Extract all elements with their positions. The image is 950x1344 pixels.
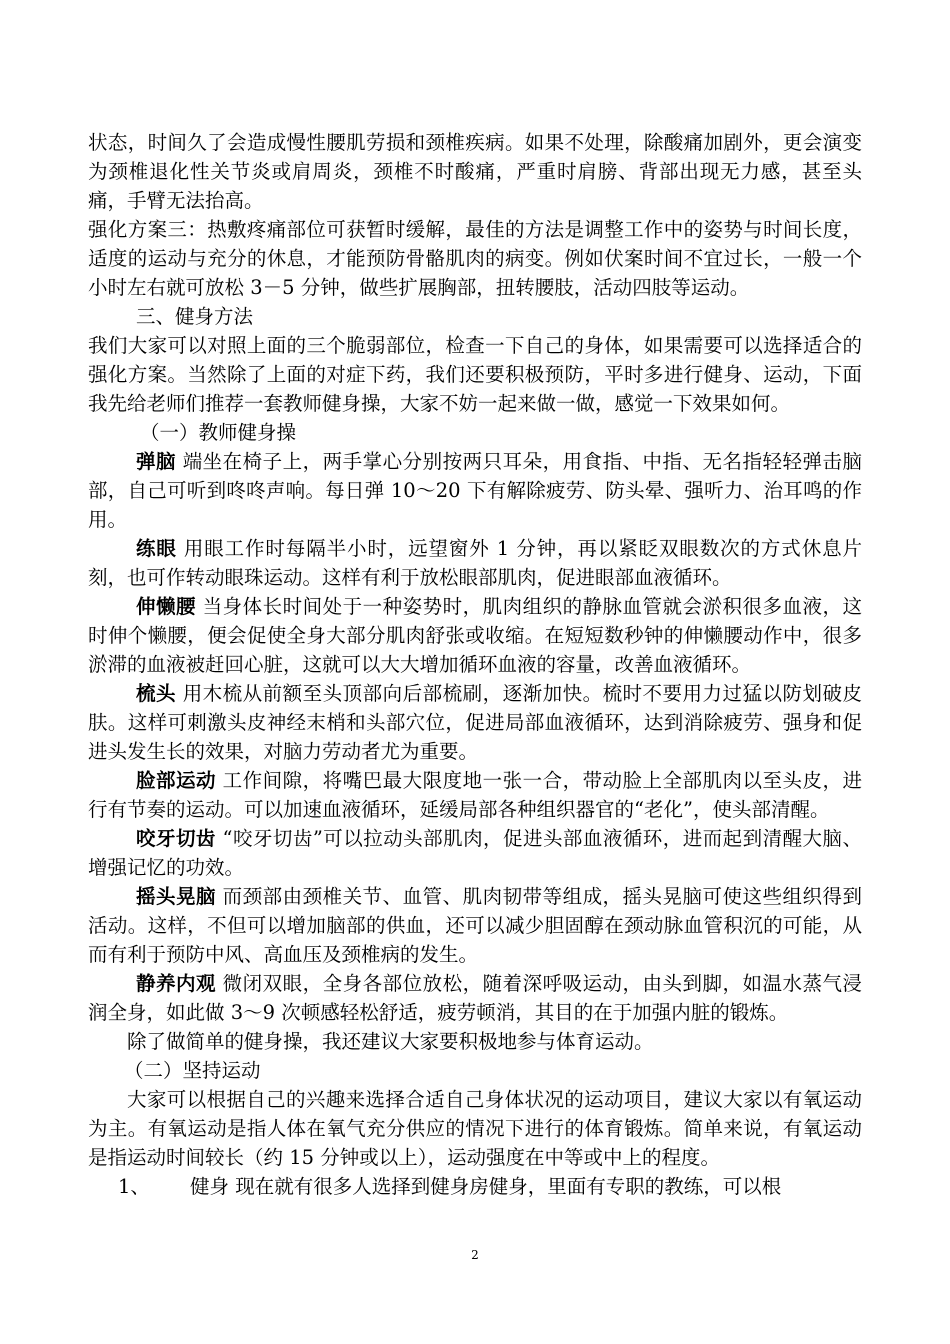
exercise-text: 工作间隙，将嘴巴最大限度地一张一合，带动脸上全部肌肉以至头皮，进行有节奏的运动。可以加速血液循环，延缓局部各种组织器官的“老化”，使头部清醒。 bbox=[88, 769, 862, 821]
numbered-item-gym bbox=[88, 1172, 862, 1201]
exercise-item bbox=[88, 679, 862, 766]
exercise-item bbox=[88, 534, 862, 592]
exercise-term: 静养内观 bbox=[136, 972, 216, 995]
exercise-text: 微闭双眼，全身各部位放松，随着深呼吸运动，由头到脚，如温水蒸气浸润全身，如此做 3～9 次顿感轻松舒适，疲劳顿消，其目的在于加强内脏的锻炼。 bbox=[88, 972, 862, 1024]
subheading-keep-exercising: （二）坚持运动 bbox=[124, 1059, 261, 1082]
exercise-term: 伸懒腰 bbox=[136, 595, 196, 618]
exercise-text: 用木梳从前额至头顶部向后部梳刷，逐渐加快。梳时不要用力过猛以防划破皮肤。这样可刺激头皮神经末梢和头部穴位，促进局部血液循环，达到消除疲劳、强身和促进头发生长的效果，对脑力劳动者尤为重要。 bbox=[88, 682, 862, 763]
section-heading-fitness-methods: 三、健身方法 bbox=[136, 305, 254, 328]
exercise-term: 摇头晃脑 bbox=[136, 885, 216, 908]
exercise-text: 用眼工作时每隔半小时，远望窗外 1 分钟，再以紧眨双眼数次的方式休息片刻，也可作转动眼珠运动。这样有利于放松眼部肌肉，促进眼部血液循环。 bbox=[88, 537, 862, 589]
exercise-term: 练眼 bbox=[136, 537, 177, 560]
exercise-item bbox=[88, 824, 862, 882]
exercise-item bbox=[88, 766, 862, 824]
exercise-item bbox=[88, 447, 862, 534]
subheading-teacher-exercise: （一）教师健身操 bbox=[140, 421, 297, 444]
paragraph-aerobic: 大家可以根据自己的兴趣来选择合适自己身体状况的运动项目，建议大家以有氧运动为主。有氧运动是指人体在氧气充分供应的情况下进行的体育锻炼。简单来说，有氧运动是指运动时间较长（约 15 分钟或以上），运动强度在中等或中上的程度。 bbox=[88, 1088, 862, 1169]
exercise-item bbox=[88, 969, 862, 1027]
exercise-text: 而颈部由颈椎关节、血管、肌肉韧带等组成，摇头晃脑可使这些组织得到活动。这样，不但可以增加脑部的供血，还可以减少胆固醇在颈动脉血管积沉的可能，从而有利于预防中风、高血压及颈椎病的发生。 bbox=[88, 885, 862, 966]
page-number: 2 bbox=[471, 1248, 479, 1262]
document-body bbox=[88, 128, 862, 1201]
paragraph-intro-fitness: 我们大家可以对照上面的三个脆弱部位，检查一下自己的身体，如果需要可以选择适合的强化方案。当然除了上面的对症下药，我们还要积极预防，平时多进行健身、运动，下面我先给老师们推荐一套教师健身操，大家不妨一起来做一做，感觉一下效果如何。 bbox=[88, 334, 862, 415]
item-text: 健身 现在就有很多人选择到健身房健身，里面有专职的教练，可以根 bbox=[190, 1175, 782, 1198]
exercise-text: 端坐在椅子上，两手掌心分别按两只耳朵，用食指、中指、无名指轻轻弹击脑部，自己可听到咚咚声响。每日弹 10～20 下有解除疲劳、防头晕、强听力、治耳鸣的作用。 bbox=[88, 450, 862, 531]
exercise-term: 咬牙切齿 bbox=[136, 827, 216, 850]
exercise-text: 当身体长时间处于一种姿势时，肌肉组织的静脉血管就会淤积很多血液，这时伸个懒腰，便会促使全身大部分肌肉舒张或收缩。在短短数秒钟的伸懒腰动作中，很多淤滞的血液被赶回心脏，这就可以大大增加循环血液的容量，改善血液循环。 bbox=[88, 595, 862, 676]
exercise-text: “咬牙切齿”可以拉动头部肌肉，促进头部血液循环，进而起到清醒大脑、增强记忆的功效。 bbox=[88, 827, 862, 879]
exercise-term: 弹脑 bbox=[136, 450, 176, 473]
exercise-item bbox=[88, 882, 862, 969]
paragraph-cervical-risk: 状态，时间久了会造成慢性腰肌劳损和颈椎疾病。如果不处理，除酸痛加剧外，更会演变为颈椎退化性关节炎或肩周炎，颈椎不时酸痛，严重时肩膀、背部出现无力感，甚至头痛，手臂无法抬高。 bbox=[88, 131, 862, 212]
item-number: 1、 bbox=[118, 1175, 150, 1198]
exercise-item bbox=[88, 592, 862, 679]
paragraph-plan-three: 强化方案三：热敷疼痛部位可获暂时缓解，最佳的方法是调整工作中的姿势与时间长度，适度的运动与充分的休息，才能预防骨骼肌肉的病变。例如伏案时间不宜过长，一般一个小时左右就可放松 3－5 分钟，做些扩展胸部，扭转腰肢，活动四肢等运动。 bbox=[88, 218, 862, 299]
exercise-term: 梳头 bbox=[136, 682, 176, 705]
exercise-term: 脸部运动 bbox=[136, 769, 216, 792]
paragraph-sports-advice: 除了做简单的健身操，我还建议大家要积极地参与体育运动。 bbox=[127, 1030, 654, 1053]
